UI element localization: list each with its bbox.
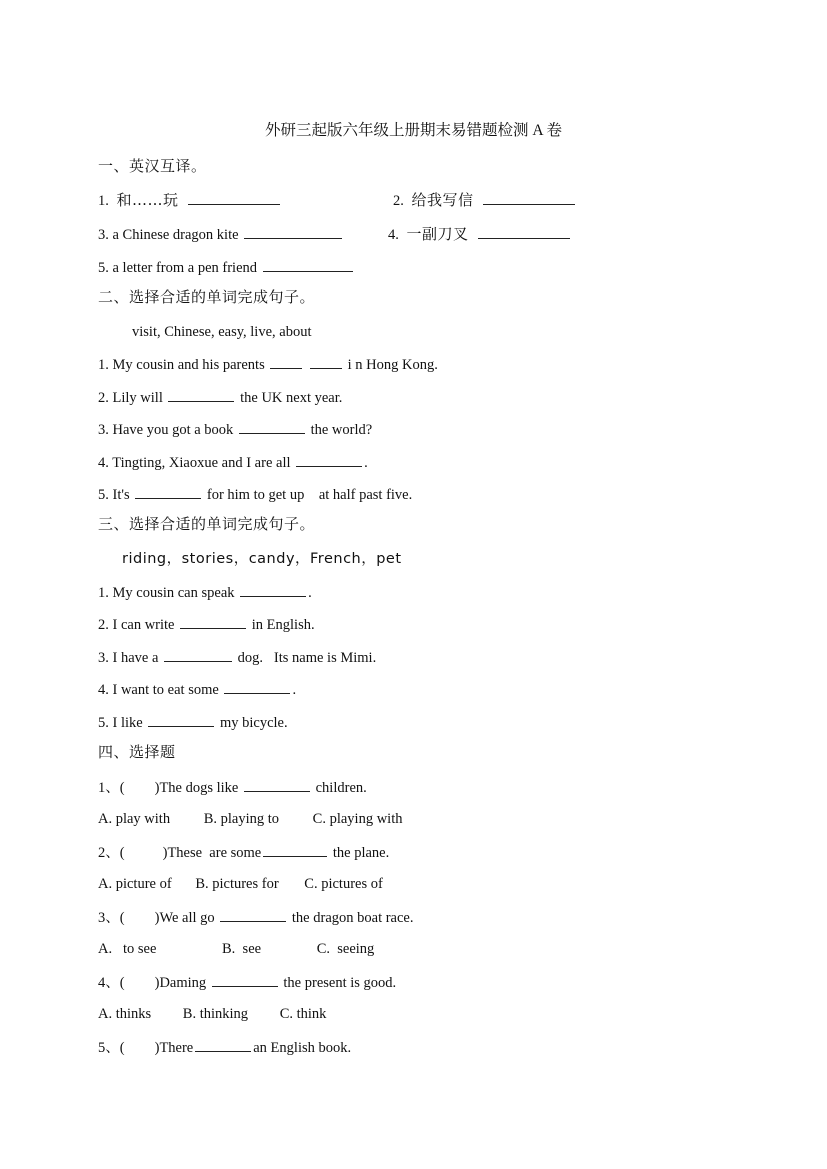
answer-blank[interactable] xyxy=(483,190,575,205)
s2-item-3: 3. Have you got a book the world? xyxy=(98,419,372,440)
s4-options-3 xyxy=(98,939,374,959)
answer-blank[interactable] xyxy=(180,614,246,629)
answer-blank[interactable] xyxy=(188,190,280,205)
option-b[interactable]: B. thinking xyxy=(182,1006,249,1022)
s2-item-2: 2. Lily will the UK next year. xyxy=(98,387,342,408)
section1-heading: 一、英汉互译。 xyxy=(98,157,207,175)
s1-item-3: 3. a Chinese dragon kite xyxy=(98,224,344,245)
answer-blank xyxy=(244,777,310,792)
s2-item-1: 1. My cousin and his parents i n Hong Kong. xyxy=(98,354,438,375)
option-c[interactable]: C. playing with xyxy=(312,811,403,827)
s3-item-2: 2. I can write in English. xyxy=(98,614,315,635)
s2-item-5: 5. It's for him to get up at half past five. xyxy=(98,484,412,505)
answer-blank xyxy=(212,972,278,987)
answer-blank[interactable] xyxy=(263,257,353,272)
option-b[interactable]: B. see xyxy=(222,941,262,957)
s3-item-5: 5. I like my bicycle. xyxy=(98,712,288,733)
section2-heading: 二、选择合适的单词完成句子。 xyxy=(98,288,316,306)
answer-blank[interactable] xyxy=(135,484,201,499)
answer-blank[interactable] xyxy=(164,647,232,662)
s1-item-2: 2. 给我写信 xyxy=(393,190,577,211)
answer-blank[interactable] xyxy=(240,582,306,597)
answer-blank xyxy=(195,1037,251,1052)
option-a[interactable]: A. play with xyxy=(98,811,171,827)
option-c[interactable]: C. think xyxy=(279,1006,327,1022)
answer-blank[interactable] xyxy=(148,712,214,727)
s3-item-3: 3. I have a dog. Its name is Mimi. xyxy=(98,647,376,668)
s2-item-4: 4. Tingting, Xiaoxue and I are all . xyxy=(98,452,368,473)
option-a[interactable]: A. picture of xyxy=(98,876,172,892)
option-c[interactable]: C. pictures of xyxy=(304,876,383,892)
option-a[interactable]: A. thinks xyxy=(98,1006,152,1022)
s4-options-2 xyxy=(98,874,383,894)
answer-blank[interactable] xyxy=(296,452,362,467)
answer-blank[interactable] xyxy=(478,224,570,239)
s4-question-3: 3、( )We all go the dragon boat race. xyxy=(98,907,414,928)
s4-options-1 xyxy=(98,809,403,829)
s4-question-5: 5、( )There an English book. xyxy=(98,1037,351,1058)
option-c[interactable]: C. seeing xyxy=(316,941,375,957)
answer-blank[interactable] xyxy=(270,354,302,369)
s3-item-4: 4. I want to eat some . xyxy=(98,679,296,700)
option-b[interactable]: B. pictures for xyxy=(195,876,279,892)
answer-blank[interactable] xyxy=(310,354,342,369)
s4-question-4: 4、( )Daming the present is good. xyxy=(98,972,396,993)
s1-item-5: 5. a letter from a pen friend xyxy=(98,257,355,278)
s3-item-1: 1. My cousin can speak . xyxy=(98,582,312,603)
s4-options-4 xyxy=(98,1004,326,1024)
s4-question-1: 1、( )The dogs like children. xyxy=(98,777,367,798)
s1-item-4: 4. 一副刀叉 xyxy=(388,224,572,245)
s2-word-bank: visit, Chinese, easy, live, about xyxy=(132,324,312,340)
section3-heading: 三、选择合适的单词完成句子。 xyxy=(98,515,316,533)
answer-blank[interactable] xyxy=(244,224,342,239)
section4-heading: 四、选择题 xyxy=(98,743,176,761)
answer-blank xyxy=(220,907,286,922)
s3-word-bank: riding，stories，candy，French，pet xyxy=(122,551,402,567)
s1-item-1: 1. 和……玩 xyxy=(98,190,282,211)
answer-blank[interactable] xyxy=(224,679,290,694)
option-b[interactable]: B. playing to xyxy=(203,811,280,827)
answer-blank[interactable] xyxy=(168,387,234,402)
s4-question-2: 2、( )These are some the plane. xyxy=(98,842,389,863)
page-title: 外研三起版六年级上册期末易错题检测 A 卷 xyxy=(264,122,563,139)
answer-blank xyxy=(263,842,327,857)
answer-blank[interactable] xyxy=(239,419,305,434)
option-a[interactable]: A. to see xyxy=(98,941,157,957)
